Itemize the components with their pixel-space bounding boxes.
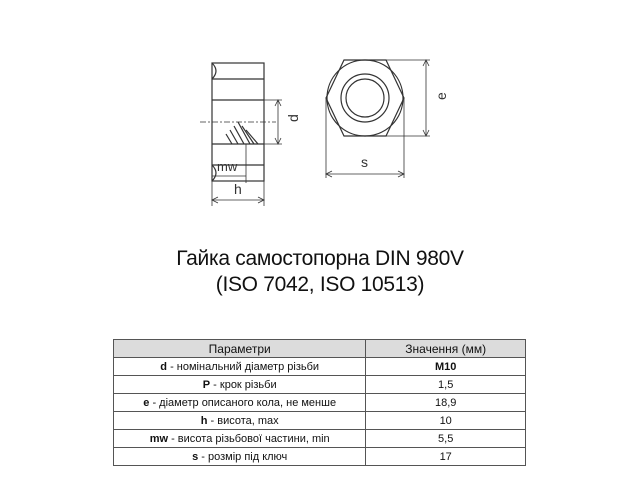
param-cell	[114, 448, 366, 466]
value-cell: 1,5	[366, 376, 526, 394]
page-title: Гайка самостопорна DIN 980V	[176, 247, 464, 270]
nut-technical-drawing	[190, 38, 460, 213]
param-cell	[114, 412, 366, 430]
param-cell	[114, 358, 366, 376]
header-values: Значення (мм)	[366, 340, 526, 358]
param-symbol: s	[192, 450, 199, 463]
param-symbol: mw	[149, 432, 169, 445]
param-cell	[114, 394, 366, 412]
header-params: Параметри	[114, 340, 366, 358]
table-row	[114, 448, 526, 466]
param-desc: - крок різьби	[210, 378, 277, 391]
dim-label-h: h	[234, 181, 242, 197]
param-desc: - висота різьбової частини, min	[168, 432, 330, 445]
table-row	[114, 430, 526, 448]
value-cell: 18,9	[366, 394, 526, 412]
table-row	[114, 412, 526, 430]
dim-label-d: d	[285, 114, 301, 122]
value-cell: 5,5	[366, 430, 526, 448]
param-cell	[114, 376, 366, 394]
table-row	[114, 376, 526, 394]
value-cell: 10	[366, 412, 526, 430]
param-desc: - діаметр описаного кола, не менше	[149, 396, 337, 409]
param-desc: - номінальний діаметр різьби	[167, 360, 320, 373]
param-symbol: h	[200, 414, 208, 427]
page-subtitle: (ISO 7042, ISO 10513)	[215, 273, 425, 296]
dim-label-s: s	[361, 154, 368, 170]
param-desc: - висота, max	[207, 414, 279, 427]
specs-table	[113, 339, 526, 466]
param-cell	[114, 430, 366, 448]
table-row	[114, 394, 526, 412]
dim-label-e: e	[433, 92, 449, 100]
nut-top-view	[326, 60, 430, 178]
dim-label-mw: mw	[217, 159, 238, 174]
table-header-row	[114, 340, 526, 358]
param-symbol: e	[143, 396, 150, 409]
param-symbol: d	[160, 360, 168, 373]
table-row	[114, 358, 526, 376]
value-cell: M10	[366, 358, 526, 376]
param-symbol: P	[202, 378, 211, 391]
value-cell: 17	[366, 448, 526, 466]
param-desc: - розмір під ключ	[198, 450, 288, 463]
